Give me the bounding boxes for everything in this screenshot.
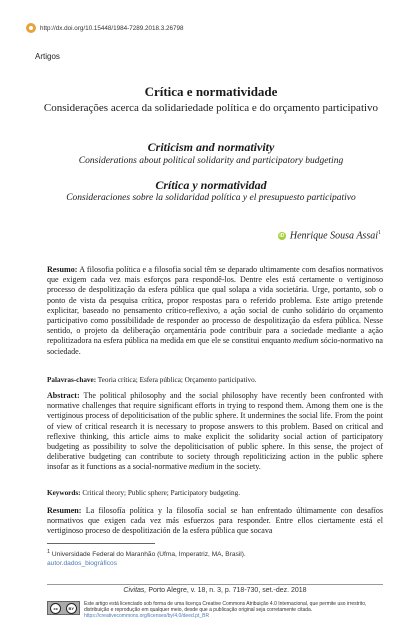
doi-link[interactable]: http://dx.doi.org/10.15448/1984-7289.2018.3.26798: [40, 24, 184, 32]
abstract-pt-label: Resumo:: [47, 265, 78, 274]
abstract-en-label: Abstract:: [47, 391, 80, 400]
footnote: $^1$ Universidade Federal do Maranhão (Ufma, Imperatriz, MA, Brasil). autor.dados_biográficos: [47, 549, 246, 568]
license-url[interactable]: https://creativecommons.org/licenses/by/4.0/deed.pt_BR: [84, 613, 210, 619]
keywords-portuguese: Palavras-chave: Teoria crítica; Esfera pública; Orçamento participativo.: [47, 376, 257, 384]
license-text: Este artigo está licenciado sob forma de uma licença Creative Commons Atribuição 4.0 Internacional, que permite uso irrestrito, distribuição e reprodução em qualquer meio, desde que a publicação original seja corretamente citada. https://creativecommons.org/licenses/by/4.0/deed.pt_BR: [84, 601, 367, 619]
title-english: Criticism and normativity: [147, 140, 275, 154]
abstract-english: Abstract: The political philosophy and the social philosophy have recently been confronted with normative challenges that require significant efforts in trying to respond them. Among them one is the vertiginous process of depoliticisation of the public sphere. It undermines the social life. From the point of view of critical research it is necessary to propose answers to this problem. Based on critical and reflexive thinking, this article aims to make explicit the solidarity social action of participatory budgeting as possibility to solve the depoliticisation of public sphere. In this sense, the project of deliberative budgeting can contribute to society through repoliticizing action in the public sphere insofar as it functions as a social-normative medium in the society.: [47, 391, 383, 472]
subtitle-portuguese: Considerações acerca da solidariedade política e do orçamento participativo: [43, 102, 379, 114]
title-spanish: Crítica y normatividad: [155, 178, 267, 192]
title-portuguese: Crítica e normatividade: [144, 84, 278, 99]
author-row: [278, 230, 381, 241]
subtitle-spanish: Consideraciones sobre la solidaridad política y el presupuesto participativo: [66, 193, 356, 203]
cc-license-badge[interactable]: [47, 601, 80, 615]
journal-citation: Civitas, Porto Alegre, v. 18, n. 3, p. 718-730, set.-dez. 2018: [47, 584, 383, 594]
author-name: Henrique Sousa Assai$^1$: [289, 230, 381, 242]
footnote-link[interactable]: autor.dados_biográficos: [47, 560, 118, 568]
doi-row: [26, 23, 184, 33]
subtitle-english: Considerations about political solidarity and participatory budgeting: [78, 156, 344, 166]
section-label: Artigos: [35, 52, 60, 61]
keywords-english: Keywords: Critical theory; Public sphere; Participatory budgeting.: [47, 489, 241, 497]
abstract-portuguese: Resumo: A filosofia política e a filosofia social têm se deparado ultimamente com desafios normativos que exigem cada vez mais esforços para respondê-los. Dentre eles está certamente o vertiginoso processo de despolitização da esfera pública que qual solapa a vida societária. Urge, portanto, sob o ponto de vista da pesquisa crítica, propor respostas para o referido problema. Este artigo pretende explicitar, baseado no pensamento crítico-reflexivo, a ação social de cunho solidário do orçamento participativo como possibilidade de responder ao processo de despolitização da esfera pública. Nesse sentido, o projeto da deliberação orçamentária pode contribuir para a sociedade mediante a ação repolitizadora na esfera pública na medida em que ele se constitui enquanto medium sócio-normativo na sociedade.: [47, 265, 384, 356]
license-row: [47, 601, 384, 619]
by-icon: BY: [66, 603, 77, 614]
orcid-icon[interactable]: iD: [279, 232, 285, 239]
footnote-divider: [47, 543, 155, 544]
doi-logo-icon: [26, 23, 36, 33]
abstract-spanish: Resumen: La filosofía política y la filosofía social se han enfrentado últimamente con desafíos normativos que exigen cada vez más esfuerzos para responder. Entre ellos ciertamente está el vertiginoso proceso de despolitización de la esfera pública que socava: [47, 506, 383, 536]
cc-icon: cc: [50, 603, 61, 614]
abstract-es-label: Resumen:: [47, 506, 82, 515]
